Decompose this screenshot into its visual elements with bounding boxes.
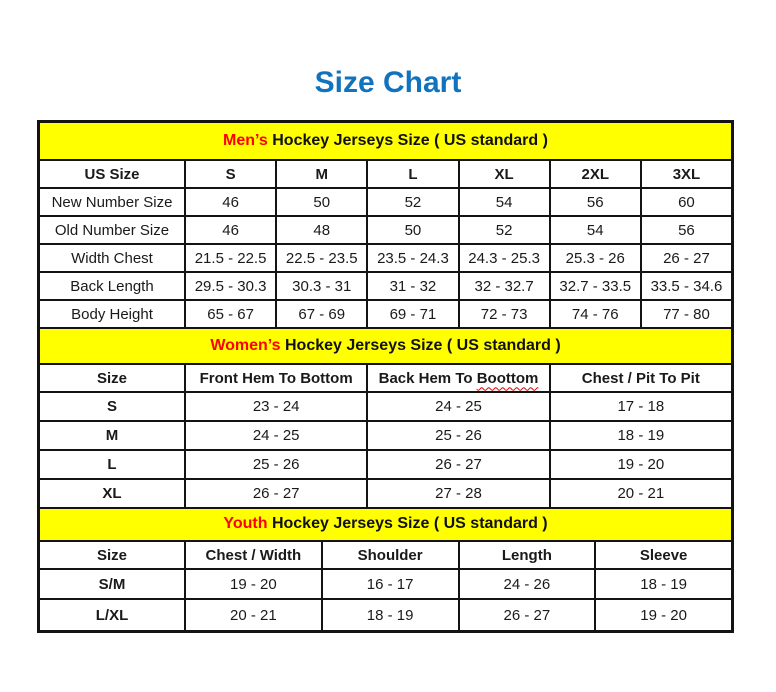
table-cell: 18 - 19 <box>323 600 460 630</box>
row-label-cell: M <box>40 422 186 449</box>
table-cell: 54 <box>551 217 642 243</box>
table-cell: 23.5 - 24.3 <box>368 245 459 271</box>
row-label-cell: L <box>40 451 186 478</box>
table-cell: 19 - 20 <box>617 456 665 473</box>
table-row <box>40 301 731 329</box>
table-cell: 74 - 76 <box>551 301 642 327</box>
row-label-cell: S/M <box>40 570 186 598</box>
table-cell: 17 - 18 <box>617 398 665 415</box>
youth-section <box>40 509 731 630</box>
row-label-cell: S <box>40 393 186 420</box>
table-cell: 50 <box>277 189 368 215</box>
table-cell: 20 - 21 <box>186 600 323 630</box>
youth-header-text: Hockey Jerseys Size ( US standard ) <box>271 515 548 532</box>
row-label-cell: L/XL <box>40 600 186 630</box>
table-cell: 33.5 - 34.6 <box>650 277 723 295</box>
womens-header-text: Hockey Jerseys Size ( US standard ) <box>285 337 561 354</box>
table-cell: 21.5 - 22.5 <box>186 245 277 271</box>
table-cell: 29.5 - 30.3 <box>186 273 277 299</box>
row-label-cell: Width Chest <box>40 245 186 271</box>
table-cell: 24 - 25 <box>368 393 550 420</box>
column-header-cell: XL <box>460 161 551 187</box>
table-row <box>40 422 731 451</box>
row-label-cell: XL <box>40 480 186 507</box>
table-cell: 69 - 71 <box>368 301 459 327</box>
column-header-prefix: Back Hem To <box>378 369 473 387</box>
column-header-cell: Chest / Width <box>186 542 323 568</box>
table-cell: 18 - 19 <box>617 427 665 444</box>
table-cell: 24 - 26 <box>460 570 597 598</box>
column-header-cell: 3XL <box>672 165 701 183</box>
youth-section-header <box>40 509 731 542</box>
table-cell: 18 - 19 <box>640 575 687 593</box>
table-cell: 60 <box>678 193 695 211</box>
row-label-cell: Back Length <box>40 273 186 299</box>
column-header-cell: Shoulder <box>323 542 460 568</box>
table-cell: 52 <box>460 217 551 243</box>
column-header-cell: US Size <box>40 161 186 187</box>
table-cell: 31 - 32 <box>368 273 459 299</box>
table-cell: 32.7 - 33.5 <box>551 273 642 299</box>
table-cell: 67 - 69 <box>277 301 368 327</box>
mens-accent-label: Men’s <box>223 132 268 149</box>
table-cell: 72 - 73 <box>460 301 551 327</box>
table-cell: 26 - 27 <box>186 480 368 507</box>
column-header-cell: M <box>277 161 368 187</box>
table-cell: 24.3 - 25.3 <box>460 245 551 271</box>
womens-column-header-row <box>40 365 731 393</box>
table-cell: 54 <box>460 189 551 215</box>
table-cell: 52 <box>368 189 459 215</box>
table-cell: 19 - 20 <box>640 606 687 624</box>
table-row <box>40 480 731 509</box>
table-cell: 24 - 25 <box>186 422 368 449</box>
table-cell: 48 <box>277 217 368 243</box>
table-cell: 25 - 26 <box>368 422 550 449</box>
table-row <box>40 451 731 480</box>
column-header-cell: L <box>368 161 459 187</box>
table-cell: 26 - 27 <box>663 249 710 267</box>
table-cell: 56 <box>678 221 695 239</box>
column-header-cell: Front Hem To Bottom <box>186 365 368 391</box>
table-cell: 25.3 - 26 <box>551 245 642 271</box>
mens-section-header <box>40 123 731 161</box>
womens-section <box>40 329 731 509</box>
table-row <box>40 189 731 217</box>
table-cell: 16 - 17 <box>323 570 460 598</box>
column-header-cell: Size <box>40 542 186 568</box>
column-header-cell: 2XL <box>551 161 642 187</box>
column-header-cell <box>368 365 550 391</box>
table-cell: 20 - 21 <box>617 485 665 502</box>
mens-header-text: Hockey Jerseys Size ( US standard ) <box>272 132 548 149</box>
row-label-cell: Body Height <box>40 301 186 327</box>
table-row <box>40 273 731 301</box>
table-cell: 27 - 28 <box>368 480 550 507</box>
table-row <box>40 245 731 273</box>
misspelled-word: Boottom <box>476 369 539 387</box>
page-title: Size Chart <box>314 66 462 99</box>
column-header-cell: Size <box>40 365 186 391</box>
womens-section-header <box>40 329 731 365</box>
row-label-cell: New Number Size <box>40 189 186 215</box>
table-row <box>40 393 731 422</box>
table-cell: 23 - 24 <box>186 393 368 420</box>
table-row <box>40 217 731 245</box>
table-row <box>40 600 731 630</box>
table-cell: 22.5 - 23.5 <box>277 245 368 271</box>
table-cell: 46 <box>186 189 277 215</box>
table-cell: 46 <box>186 217 277 243</box>
table-cell: 25 - 26 <box>186 451 368 478</box>
table-cell: 65 - 67 <box>186 301 277 327</box>
column-header-cell: S <box>186 161 277 187</box>
table-cell: 19 - 20 <box>186 570 323 598</box>
table-row <box>40 570 731 600</box>
table-cell: 26 - 27 <box>460 600 597 630</box>
column-header-cell: Length <box>460 542 597 568</box>
womens-accent-label: Women’s <box>210 337 281 354</box>
table-cell: 32 - 32.7 <box>460 273 551 299</box>
table-cell: 50 <box>368 217 459 243</box>
table-cell: 56 <box>551 189 642 215</box>
size-chart-table <box>37 120 734 633</box>
youth-column-header-row <box>40 542 731 570</box>
row-label-cell: Old Number Size <box>40 217 186 243</box>
column-header-cell: Sleeve <box>639 546 688 564</box>
column-header-cell: Chest / Pit To Pit <box>581 369 700 387</box>
column-header-text <box>379 370 539 387</box>
table-cell: 30.3 - 31 <box>277 273 368 299</box>
youth-accent-label: Youth <box>223 515 268 532</box>
mens-section <box>40 123 731 329</box>
mens-column-header-row <box>40 161 731 189</box>
table-cell: 77 - 80 <box>663 305 710 323</box>
table-cell: 26 - 27 <box>368 451 550 478</box>
